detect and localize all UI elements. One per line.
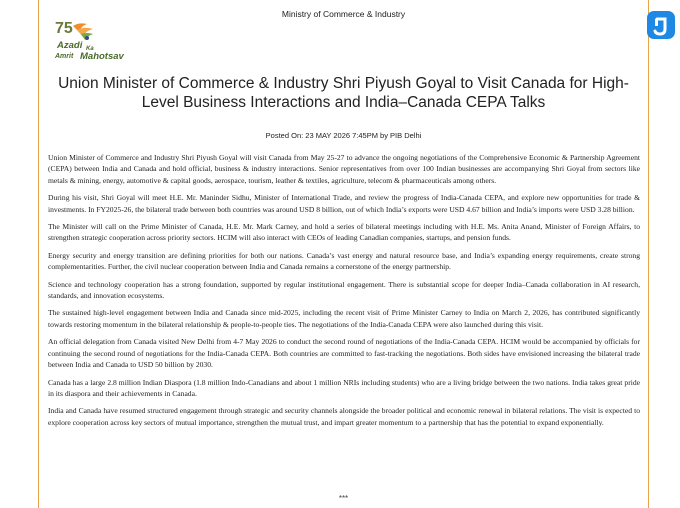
paragraph: Union Minister of Commerce and Industry Shri Piyush Goyal will visit Canada from May 25-27 to advance the ongoing negotiations of the Comprehensive Economic & Partnership Agreement (CEPA) between India and Canada and hold official, business & industry interactions. Senior representatives from over 100 Indian businesses are accompanying Shri Goyal from sectors like metals & mining, energy, automotive & capital goods, aerospace, tourism, leather & textiles, agriculture, telecom & pharmaceuticals among others. — [48, 153, 640, 185]
logo-number: 75 — [55, 20, 73, 37]
logo-azadi: Azadi — [57, 40, 83, 51]
ministry-name: Ministry of Commerce & Industry — [281, 9, 406, 19]
paragraph: The Minister will call on the Prime Minister of Canada, H.E. Mr. Mark Carney, and hold a series of bilateral meetings including with H.E. Ms. Anita Anand, Minister of Foreign Affairs, to strengthen strategic cooperation across priority sectors. HCIM will also interact with CEOs of leading Canadian companies, startups, and pension funds. — [48, 222, 640, 243]
paragraph: India and Canada have resumed structured engagement through strategic and security channels alongside the broader political and economic renewal in bilateral relations. The visit is expected to explore cooperation across key sectors of mutual importance, strengthen the mutual trust, and impart greater momentum to a partnership that has the potential to expand exponentially. — [48, 406, 640, 427]
app-logo-icon[interactable] — [646, 10, 676, 40]
logo-amrit: Amrit — [55, 53, 74, 60]
page-title: Union Minister of Commerce & Industry Shri Piyush Goyal to Visit Canada for High-Level Business Interactions and India–Canada CEPA Talks — [58, 75, 629, 111]
logo-ka: Ka — [86, 46, 94, 52]
azadi-ka-amrit-mahotsav-logo — [55, 20, 135, 64]
posted-date: Posted On: 23 MAY 2026 7:45PM by PIB Delhi — [265, 131, 422, 140]
paragraph: Energy security and energy transition are defining priorities for both our nations. Canada’s vast energy and natural resource base, and India’s expanding energy requirements, create strong complementarities. Further, the civil nuclear cooperation between India and Canada remains a cornerstone of the energy partnership. — [48, 250, 640, 272]
paragraph: Canada has a large 2.8 million Indian Diaspora (1.8 million Indo-Canadians and about 1 million NRIs including students) who are a living bridge between the two nations. India takes great pride in its diaspora and their achievements in Canada. — [48, 377, 640, 398]
article-body — [48, 152, 640, 434]
paragraph: The sustained high-level engagement between India and Canada since mid-2025, including the recent visit of Prime Minister Carney to India on March 2, 2026, has contributed significantly towards restoring momentum in the bilateral relationship & people-to-people ties. The negotiations of the India-Canada CEPA were also launched during this visit. — [48, 308, 640, 329]
paragraph: An official delegation from Canada visited New Delhi from 4-7 May 2026 to conduct the second round of negotiations of the India-Canada CEPA. HCIM would be accompanied by officials for continuing the second round of negotiations for the India-Canada CEPA. Both countries are committed to fast-tracking the negotiations. Both sides have envisioned increasing the bilateral trade between India and Canada to USD 50 billion by 2030. — [48, 337, 640, 370]
press-release-page — [38, 0, 649, 508]
logo-mahotsav: Mahotsav — [80, 51, 124, 62]
paragraph: Science and technology cooperation has a strong foundation, supported by regular institutional engagement. There is substantial scope for deeper India–Canada collaboration in AI research, standards, and innovation ecosystems. — [48, 279, 640, 301]
paragraph: During his visit, Shri Goyal will meet H.E. Mr. Maninder Sidhu, Minister of International Trade, and review the progress of India-Canada CEPA, and explore new opportunities for trade & investments. In FY2025-26, the bilateral trade between both countries was around USD 8 billion, out of which India’s exports were USD 4.67 billion and India’s imports were USD 3.28 billion. — [48, 193, 640, 214]
end-mark: *** — [338, 494, 349, 503]
